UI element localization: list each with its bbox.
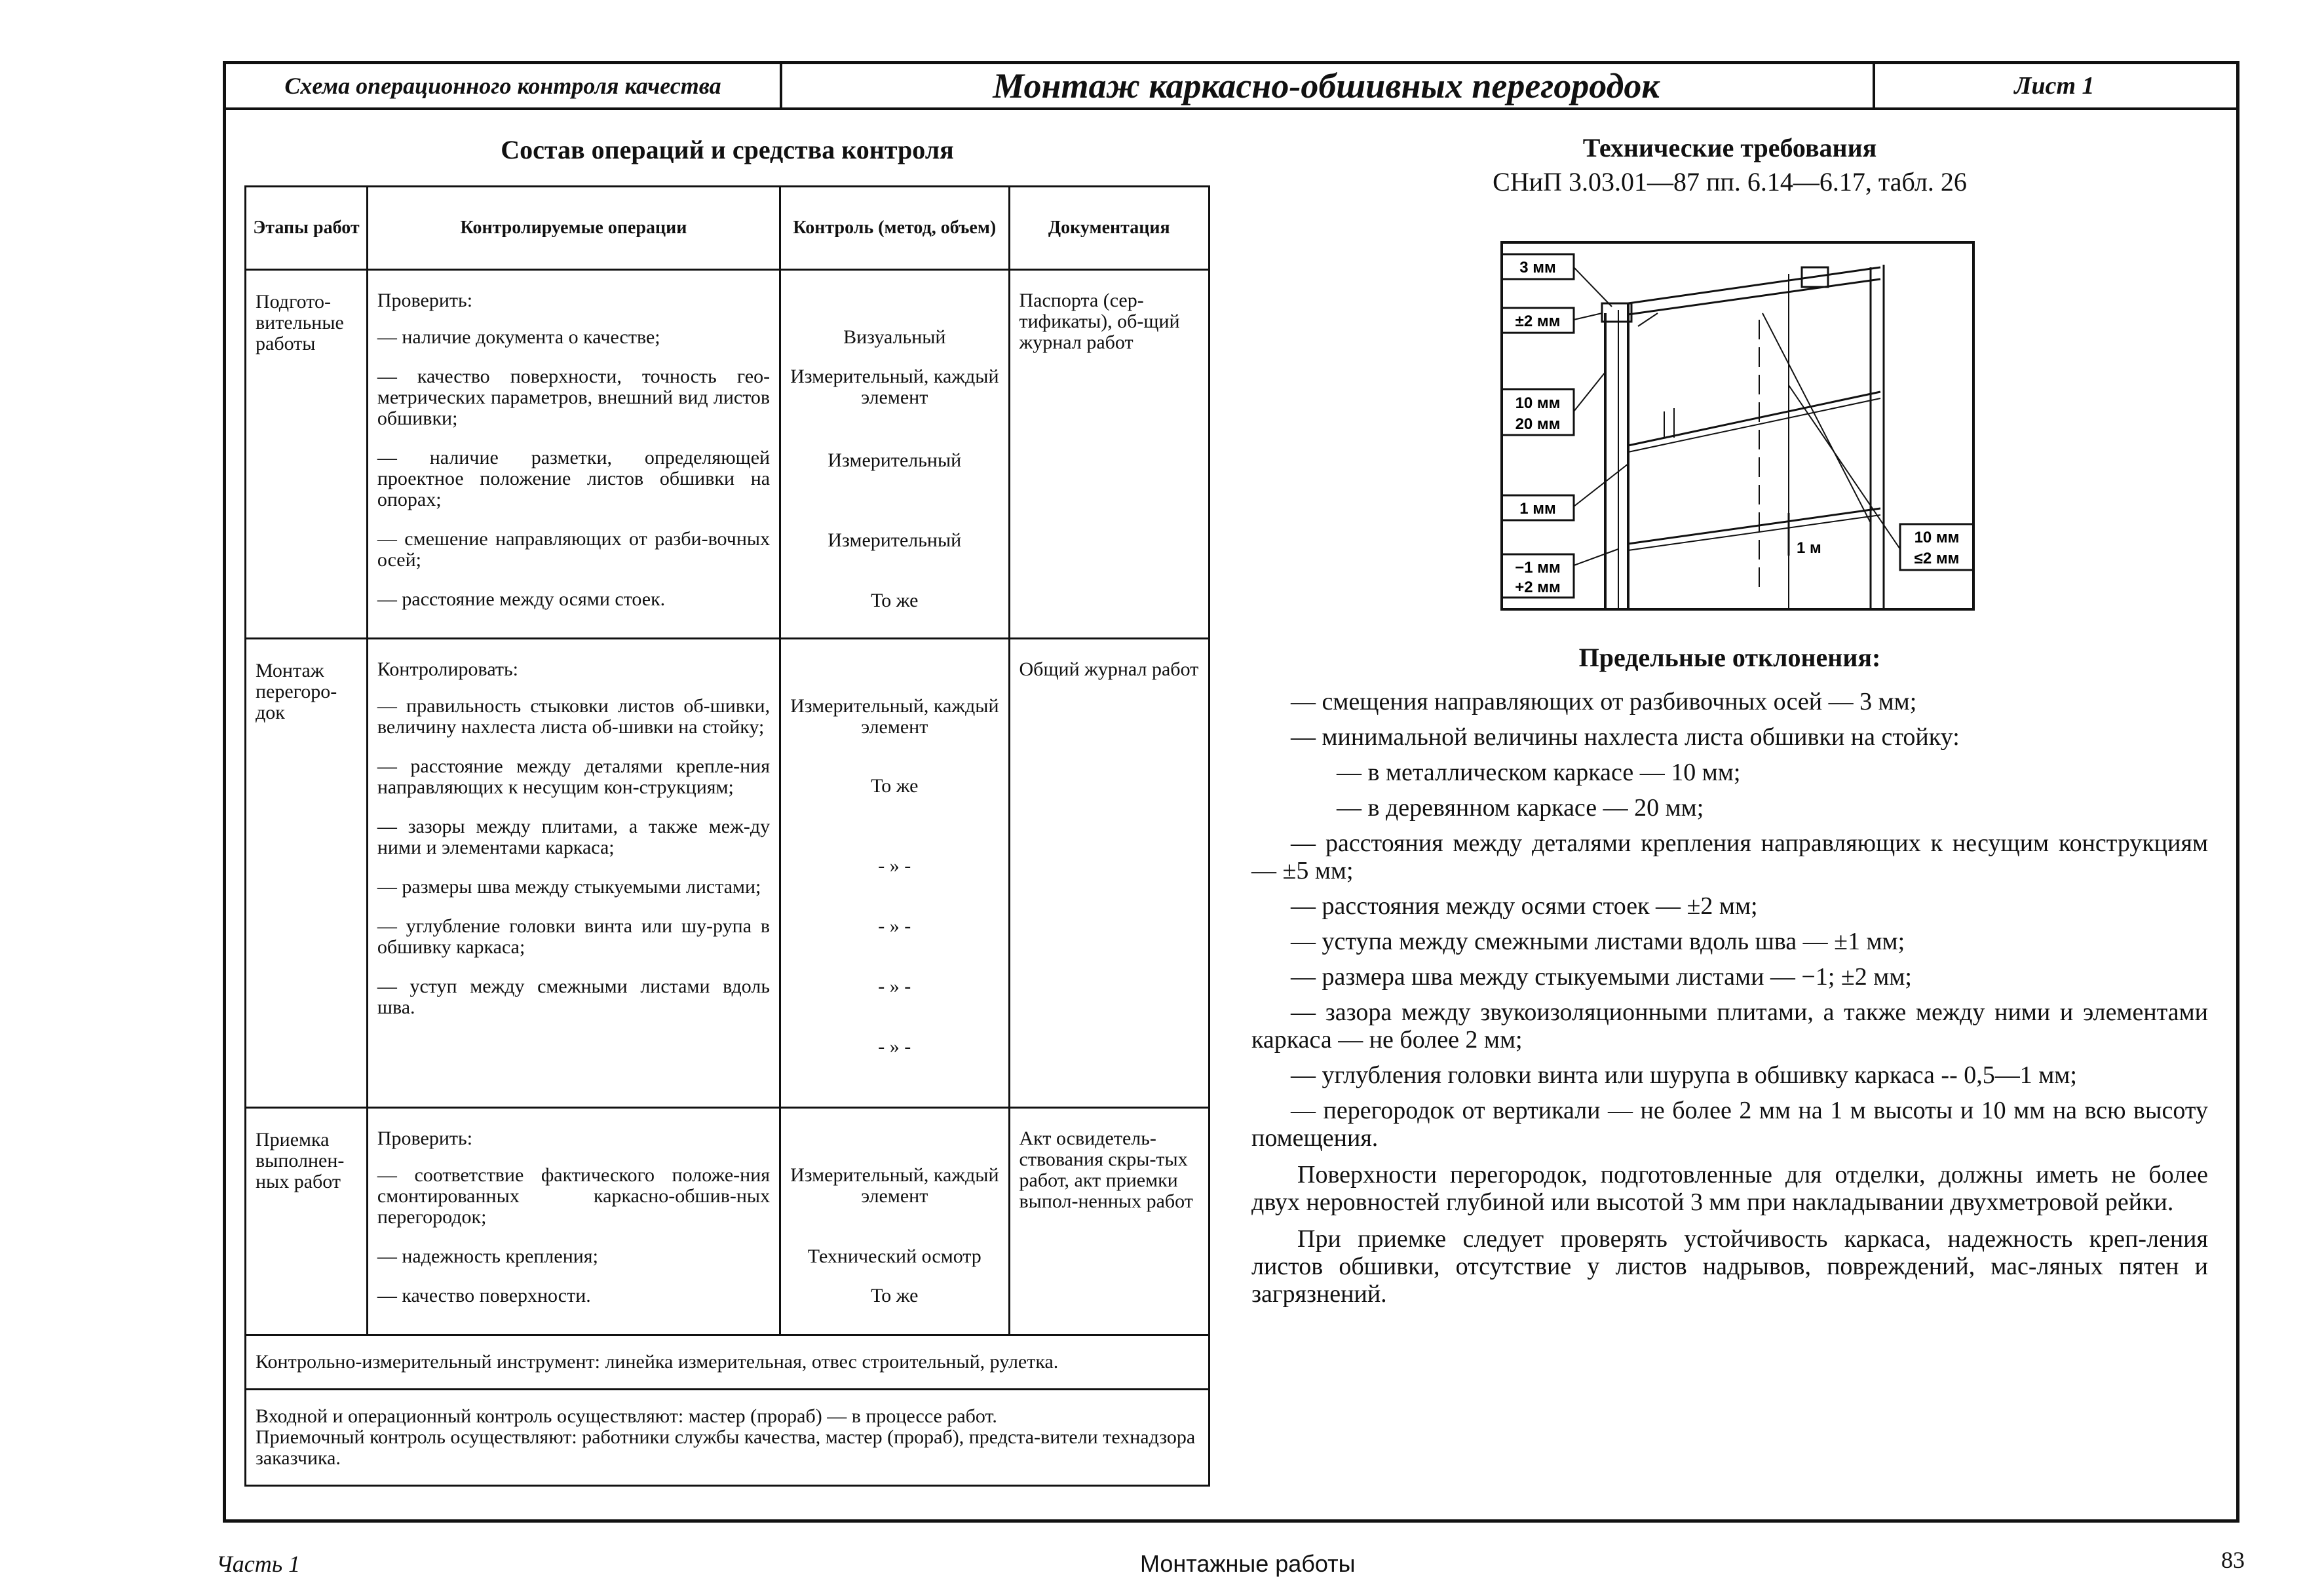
- ctl-item: - » -: [878, 855, 911, 877]
- label-plus2mm: +2 мм: [1515, 579, 1561, 596]
- op-item: — зазоры между плитами, а также меж-ду ними и элементами каркаса;: [377, 816, 771, 858]
- control-note-1: Входной и операционный контроль осуществляют: мастер (прораб) — в процессе работ.: [256, 1405, 997, 1427]
- limit-item: — расстояния между осями стоек — ±2 мм;: [1291, 892, 1758, 920]
- op-item: — качество поверхности.: [377, 1285, 591, 1306]
- control-note-cell: [246, 1390, 1210, 1486]
- ops-intro: Контролировать:: [377, 658, 518, 680]
- limit-item: — в деревянном каркасе — 20 мм;: [1337, 794, 1704, 822]
- documentation-cell: Акт освидетель-ствования скры-тых работ, акт приемки выпол-ненных работ: [1009, 1108, 1209, 1335]
- label-10mm: 10 мм: [1515, 394, 1561, 412]
- limit-item: — в металлическом каркасе — 10 мм;: [1337, 759, 1741, 786]
- limit-item: — размера шва между стыкуемыми листами — −1; ±2 мм;: [1291, 963, 1912, 991]
- surface-paragraph: Поверхности перегородок, подготовленные для отделки, должны иметь не более двух неровностей глубиной или высотой 3 мм при накладывании двухметровой рейки.: [1251, 1161, 2208, 1216]
- label-3mm: 3 мм: [1519, 259, 1556, 276]
- label-20mm: 20 мм: [1515, 415, 1561, 433]
- label-1m: 1 м: [1797, 539, 1821, 557]
- label-right-le2mm: ≤2 мм: [1914, 550, 1960, 567]
- control-cell: [780, 1108, 1009, 1335]
- footer-section: Монтажные работы: [1140, 1550, 1356, 1577]
- stage-cell: Приемка выполнен-ных работ: [246, 1108, 368, 1335]
- limit-item: — углубления головки винта или шурупа в обшивку каркаса -- 0,5—1 мм;: [1291, 1061, 2077, 1089]
- header-sheet: Лист 1: [2014, 72, 2095, 100]
- ctl-item: Измерительный: [828, 529, 962, 551]
- label-pm2mm: ±2 мм: [1515, 313, 1561, 330]
- documentation-cell: Общий журнал работ: [1009, 639, 1209, 1108]
- ctl-item: То же: [871, 590, 919, 611]
- op-item: — наличие документа о качестве;: [377, 326, 660, 348]
- control-note-row: [246, 1390, 1210, 1486]
- ctl-item: Визуальный: [843, 326, 946, 348]
- control-note-2: Приемочный контроль осуществляют: работники службы качества, мастер (прораб), предста-вители технадзора заказчика.: [256, 1426, 1196, 1469]
- operations-table: [244, 185, 1210, 1487]
- limits-list: [1251, 688, 2208, 1317]
- header-documentation: Документация: [1009, 187, 1209, 270]
- op-item: — наличие разметки, определяющей проектное положение листов обшивки на опорах;: [377, 447, 771, 510]
- limit-item: — расстояния между деталями крепления направляющих к несущим конструкциям — ±5 мм;: [1251, 829, 2208, 884]
- ctl-item: Измерительный, каждый элемент: [790, 366, 999, 408]
- op-item: — размеры шва между стыкуемыми листами;: [377, 876, 761, 898]
- partition-diagram: [1500, 241, 1979, 612]
- ops-intro: Проверить:: [377, 290, 473, 311]
- operations-cell: [367, 270, 780, 639]
- table-row: [246, 639, 1210, 1108]
- acceptance-paragraph: При приемке следует проверять устойчивость каркаса, надежность креп-ления листов обшивки, отсутствие у листов надрывов, повреждений, мас-ляных пятен и загрязнений.: [1251, 1225, 2208, 1308]
- ctl-item: - » -: [878, 915, 911, 937]
- limit-item: — перегородок от вертикали — не более 2 мм на 1 м высоты и 10 мм на всю высоту помещения.: [1251, 1097, 2208, 1152]
- header-bar: [226, 64, 2236, 110]
- ops-intro: Проверить:: [377, 1128, 473, 1149]
- limit-item: — минимальной величины нахлеста листа обшивки на стойку:: [1291, 723, 1960, 751]
- op-item: — соответствие фактического положе-ния смонтированных каркасно-обшив-ных перегородок;: [377, 1164, 771, 1228]
- label-1mm: 1 мм: [1519, 500, 1556, 518]
- header-title: Монтаж каркасно-обшивных перегородок: [780, 64, 1875, 107]
- limit-item: — смещения направляющих от разбивочных осей — 3 мм;: [1291, 688, 1917, 715]
- ctl-item: Измерительный: [828, 449, 962, 471]
- op-item: — углубление головки винта или шу-рупа в обшивку каркаса;: [377, 915, 771, 958]
- operations-title: Состав операций и средства контроля: [501, 135, 954, 164]
- page-number: 83: [2221, 1547, 2245, 1573]
- header-stages: Этапы работ: [246, 187, 368, 270]
- control-cell: [780, 270, 1009, 639]
- op-item: — надежность крепления;: [377, 1245, 598, 1267]
- operations-cell: [367, 1108, 780, 1335]
- header-operations: Контролируемые операции: [367, 187, 780, 270]
- op-item: — уступ между смежными листами вдоль шва.: [377, 976, 771, 1018]
- ctl-item: То же: [871, 775, 919, 797]
- op-item: — смешение направляющих от разби-вочных осей;: [377, 528, 771, 571]
- instrument-row: [246, 1335, 1210, 1390]
- control-cell: [780, 639, 1009, 1108]
- footer-part: Часть 1: [216, 1551, 301, 1577]
- frame-structure: [1574, 265, 1900, 609]
- label-right-10mm: 10 мм: [1914, 529, 1960, 546]
- ctl-item: Измерительный, каждый элемент: [790, 1164, 999, 1207]
- label-minus1mm: −1 мм: [1515, 559, 1561, 577]
- op-item: — качество поверхности, точность гео-метрических параметров, внешний вид листов обшивки;: [377, 366, 771, 429]
- tech-title-text: Технические требования: [1582, 133, 1877, 162]
- table-row: [246, 1108, 1210, 1335]
- op-item: — расстояние между деталями крепле-ния направляющих к несущим кон-струкциям;: [377, 755, 771, 798]
- op-item: — правильность стыковки листов об-шивки, величину нахлеста листа об-шивки на стойку;: [377, 695, 771, 738]
- ctl-item: - » -: [878, 1036, 911, 1057]
- tech-ref: СНиП 3.03.01—87 пп. 6.14—6.17, табл. 26: [1493, 167, 1967, 197]
- documentation-cell: Паспорта (сер-тификаты), об-щий журнал работ: [1009, 270, 1209, 639]
- table-header-row: [246, 187, 1210, 270]
- ctl-item: Измерительный, каждый элемент: [790, 695, 999, 738]
- ctl-item: Технический осмотр: [807, 1245, 981, 1267]
- instrument-cell: Контрольно-измерительный инструмент: линейка измерительная, отвес строительный, рулетка.: [246, 1335, 1210, 1390]
- header-left: Схема операционного контроля качества: [226, 64, 782, 107]
- op-item: — расстояние между осями стоек.: [377, 588, 666, 610]
- ctl-item: То же: [871, 1285, 919, 1306]
- table-row: [246, 270, 1210, 639]
- limits-title: Предельные отклонения:: [1578, 643, 1881, 672]
- header-control: Контроль (метод, объем): [780, 187, 1009, 270]
- tech-title: [1245, 131, 2215, 199]
- operations-cell: [367, 639, 780, 1108]
- stage-cell: Монтаж перегоро-док: [246, 639, 368, 1108]
- limit-item: — уступа между смежными листами вдоль шва — ±1 мм;: [1291, 928, 1905, 955]
- limit-item: — зазора между звукоизоляционными плитами, а также между ними и элементами каркаса — не более 2 мм;: [1251, 998, 2208, 1054]
- ctl-item: - » -: [878, 976, 911, 997]
- stage-cell: Подгото-вительные работы: [246, 270, 368, 639]
